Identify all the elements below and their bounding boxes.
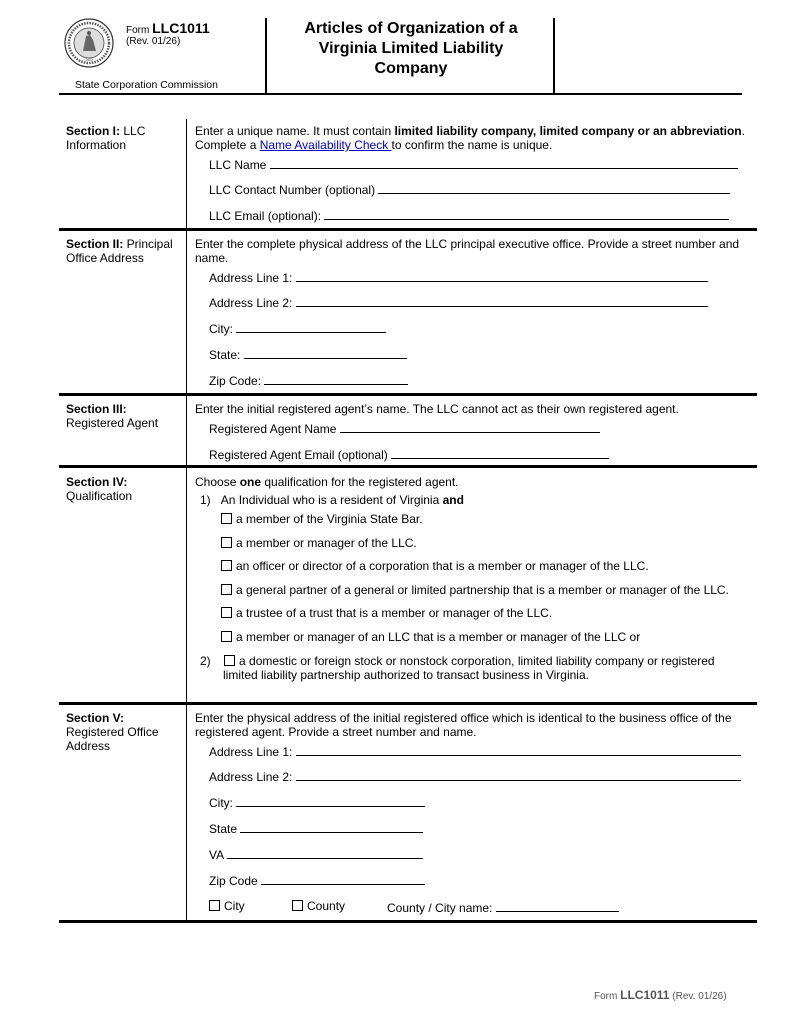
checkbox[interactable]: [221, 631, 232, 642]
qualification-option[interactable]: a general partner of a general or limited partnership that is a member or manager of the LLC.: [221, 583, 729, 597]
county-option[interactable]: County: [292, 899, 345, 913]
principal-address-line-2-field[interactable]: Address Line 2:: [209, 294, 708, 310]
agent-email-field[interactable]: Registered Agent Email (optional): [209, 446, 609, 462]
column-divider: [186, 119, 187, 922]
qualification-item-2-line-2: limited liability partnership authorized to transact business in Virginia.: [223, 668, 589, 682]
name-availability-link[interactable]: Name Availability Check: [259, 138, 392, 152]
header-divider: [265, 18, 267, 94]
section-1-instructions-2: Complete a Name Availability Check to confirm the name is unique.: [195, 138, 553, 152]
checkbox[interactable]: [221, 584, 232, 595]
section-2-label: Section II: Principal Office Address: [66, 237, 173, 265]
principal-address-line-1-field[interactable]: Address Line 1:: [209, 269, 708, 285]
office-zip-field[interactable]: Zip Code: [209, 872, 425, 888]
qualification-option[interactable]: a trustee of a trust that is a member or manager of the LLC.: [221, 606, 552, 620]
principal-zip-field[interactable]: Zip Code:: [209, 372, 408, 388]
page-title: Articles of Organization of a Virginia Limited Liability Company: [304, 20, 518, 77]
qualification-option[interactable]: a member of the Virginia State Bar.: [221, 512, 423, 526]
form-revision: (Rev. 01/26): [126, 36, 181, 47]
section-rule: [59, 702, 757, 705]
county-city-name-field[interactable]: County / City name:: [387, 899, 619, 915]
section-3-instructions: Enter the initial registered agent’s name. The LLC cannot act as their own registered agent.: [195, 402, 679, 416]
principal-city-field[interactable]: City:: [209, 320, 386, 336]
qualification-option[interactable]: an officer or director of a corporation that is a member or manager of the LLC.: [221, 559, 649, 573]
section-rule: [59, 393, 757, 396]
office-va-field[interactable]: VA: [209, 846, 423, 862]
form-id: Form LLC1011: [126, 20, 210, 36]
qualification-item-2[interactable]: 2) a domestic or foreign stock or nonstock corporation, limited liability company or registered: [200, 654, 715, 668]
llc-email-field[interactable]: LLC Email (optional):: [209, 207, 729, 223]
header-rule: [59, 93, 742, 95]
section-rule: [59, 465, 757, 468]
checkbox[interactable]: [221, 560, 232, 571]
checkbox[interactable]: [221, 607, 232, 618]
section-4-label: Section IV: Qualification: [66, 475, 133, 503]
section-rule: [59, 228, 757, 231]
office-state-field[interactable]: State: [209, 820, 423, 836]
section-1-label: Section I: LLC Information: [66, 124, 146, 152]
office-address-line-2-field[interactable]: Address Line 2:: [209, 768, 741, 784]
llc-name-field[interactable]: LLC Name: [209, 156, 738, 172]
section-5-instructions: Enter the physical address of the initial registered office which is identical to the business office of the registered agent. Provide a street number and name.: [195, 711, 732, 739]
section-2-instructions: Enter the complete physical address of the LLC principal executive office. Provide a street number and name.: [195, 237, 740, 265]
section-rule: [59, 920, 757, 923]
footer-form-id: Form LLC1011 (Rev. 01/26): [594, 988, 727, 1002]
principal-state-field[interactable]: State:: [209, 346, 407, 362]
checkbox[interactable]: [224, 655, 235, 666]
svg-text:1903: 1903: [85, 58, 93, 62]
qualification-option[interactable]: a member or manager of an LLC that is a member or manager of the LLC or: [221, 630, 640, 644]
section-4-instructions: Choose one qualification for the registered agent.: [195, 475, 459, 489]
city-option[interactable]: City: [209, 899, 245, 913]
section-1-instructions: Enter a unique name. It must contain limited liability company, limited company or an abbreviation.: [195, 124, 745, 138]
checkbox[interactable]: [221, 537, 232, 548]
checkbox[interactable]: [221, 513, 232, 524]
qualification-item-1: 1) An Individual who is a resident of Virginia and: [200, 493, 464, 507]
agent-name-field[interactable]: Registered Agent Name: [209, 420, 600, 436]
qualification-option[interactable]: a member or manager of the LLC.: [221, 536, 417, 550]
agency-name: State Corporation Commission: [75, 79, 218, 91]
checkbox[interactable]: [292, 900, 303, 911]
commonwealth-seal-icon: [64, 18, 114, 68]
section-3-label: Section III: Registered Agent: [66, 402, 159, 430]
checkbox[interactable]: [209, 900, 220, 911]
office-address-line-1-field[interactable]: Address Line 1:: [209, 743, 741, 759]
llc-contact-field[interactable]: LLC Contact Number (optional): [209, 181, 730, 197]
section-5-label: Section V: Registered Office Address: [66, 711, 159, 753]
office-city-field[interactable]: City:: [209, 794, 425, 810]
